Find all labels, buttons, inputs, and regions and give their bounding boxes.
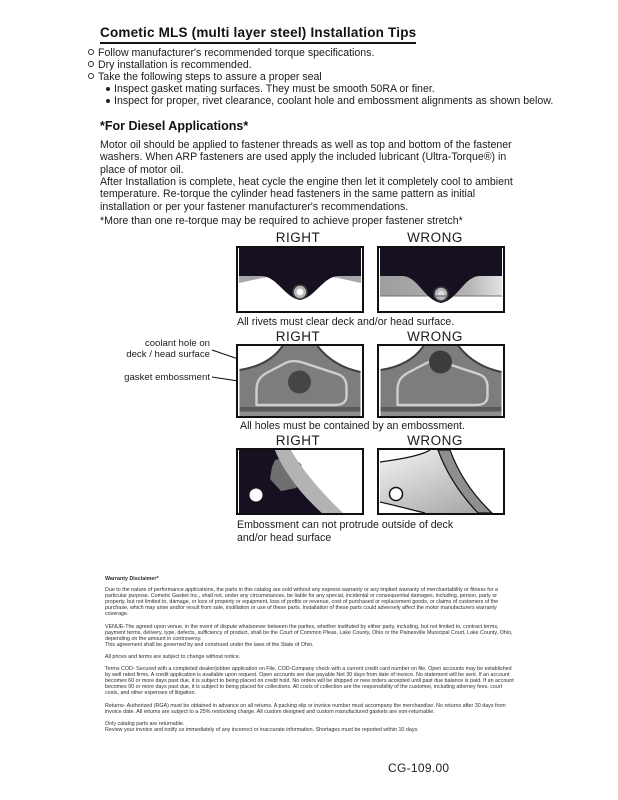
embossment-right-diagram bbox=[236, 448, 364, 515]
embossment-wrong-diagram bbox=[377, 448, 505, 515]
retorque-note: *More than one re-torque may be required to achieve proper fastener stretch* bbox=[100, 214, 463, 227]
venue-paragraph: VENUE-The agreed upon venue, in the event of dispute whatsoever between the parties, whether instituted by either party, including, but not limited to, contract terms, payment terms, delivery, type, defects, sufficiency of product, shall be the Court of Common Pleas, Lake County, Ohio or the Painesville Municipal Court, Lake County, Ohio, depending on the amount in controversy. bbox=[105, 623, 513, 642]
wrong-label: WRONG bbox=[407, 230, 463, 245]
rivet-wrong-diagram bbox=[377, 246, 505, 313]
rivet-clear-illustration bbox=[238, 248, 362, 311]
review-invoice-line: Review your invoice and notify us immediately of any incorrect or inaccurate information. Shortages must be reported within 10 days. bbox=[105, 726, 419, 733]
returns-paragraph: Returns- Authorized (RGA) must be obtained in advance on all returns. A packing slip or invoice number must accompany the merchandise. No returns after 30 days from invoice date. All returns are subject to a 25% restocking charge. All custom designed and custom manufactured gaskets are non-returnable. bbox=[105, 702, 506, 715]
embossment-protruding-illustration bbox=[379, 450, 503, 513]
right-label: RIGHT bbox=[275, 329, 321, 344]
row3-caption bbox=[237, 519, 453, 544]
diesel-paragraph-2: After Installation is complete, heat cycle the engine then let it completely cool to ambient temperature. Re-torque the cylinder head fasteners in the same pattern as initial installation or per your fastener manufacturer's recommendations. bbox=[100, 175, 513, 214]
callout-line: coolant hole on bbox=[144, 338, 210, 349]
dot-bullet-icon bbox=[106, 87, 110, 91]
circle-bullet-icon bbox=[88, 73, 94, 79]
wrong-label: WRONG bbox=[407, 433, 463, 448]
row3-labels bbox=[236, 433, 497, 448]
right-label: RIGHT bbox=[275, 230, 321, 245]
row1-panels bbox=[236, 246, 505, 313]
right-label: RIGHT bbox=[275, 433, 321, 448]
warranty-paragraph: Due to the nature of performance applications, the parts in this catalog are sold without any express warranty or any implied warranty of merchantability or fitness for a particular purpose. Cometic Gasket Inc., shall not, under any circumstances, be liable for any special, incidental or consequential damages, including, person, party or property, but not limited to, damage, or loss of property or equipment, loss of profits or revenue, cost of purchased or replacement goods, or claims of customers of the purchase, which may arise and/or result from sale, instillation or use of these parts. Installation of these parts could adversely affect the motor manufacturers warranty coverage. bbox=[105, 587, 499, 618]
page-title: Cometic MLS (multi layer steel) Installation Tips bbox=[100, 25, 416, 44]
dot-bullet-icon bbox=[106, 99, 110, 103]
diesel-paragraph-1: Motor oil should be applied to fastener threads as well as top and bottom of the fastener washers. When ARP fasteners are used apply the included lubricant (Ultra-Torque®) in place of motor oil. bbox=[100, 138, 512, 177]
coolant-hole-callout bbox=[105, 338, 210, 360]
rivet-interference-illustration bbox=[379, 248, 503, 311]
row2-caption: All holes must be contained by an embossment. bbox=[240, 420, 465, 432]
bullet-item bbox=[88, 59, 252, 71]
circle-bullet-icon bbox=[88, 61, 94, 67]
bullet-item bbox=[88, 47, 374, 59]
prices-line: All prices and terms are subject to change without notice. bbox=[105, 653, 241, 660]
caption-line: and/or head surface bbox=[237, 531, 332, 544]
hole-contained-right-diagram bbox=[236, 344, 364, 418]
row1-labels bbox=[236, 230, 497, 245]
sub-bullet-item bbox=[106, 83, 435, 95]
legal-block bbox=[105, 576, 517, 733]
bullet-text: Follow manufacturer's recommended torque specifications. bbox=[98, 47, 375, 59]
catalog-returnable-line: Only catalog parts are returnable. bbox=[105, 720, 185, 727]
page-number: CG-109.00 bbox=[388, 761, 450, 775]
callout-line: gasket embossment bbox=[124, 372, 210, 383]
terms-paragraph: Terms COD- Secured with a completed dealer/jobber application on File, COD-Company check with a current credit card number on file. Open accounts may be established by well rated firms. A credit application is available upon request. Open accounts are due payable Net 30 days from date of invoice. No statement will be sent. If an account becomes 60 or more days past due, it is subject to being placed on credit hold. No orders will be shipped or new orders accepted until past due balance is paid. If an account becomes 90 or more days past due, it is subject to being placed for collections. All costs of collection are the responsibility of the customer, including attorney fees, court costs, and other expenses of litigation. bbox=[105, 666, 514, 697]
row1-caption: All rivets must clear deck and/or head surface. bbox=[237, 316, 455, 328]
sub-bullet-item bbox=[106, 95, 553, 107]
embossment-inside-deck-illustration bbox=[238, 450, 362, 513]
warranty-disclaimer-heading: Warranty Disclaimer* bbox=[105, 576, 159, 582]
hole-inside-embossment-illustration bbox=[238, 346, 362, 416]
rivet-right-diagram bbox=[236, 246, 364, 313]
bullet-item bbox=[88, 71, 322, 83]
diesel-heading: *For Diesel Applications* bbox=[100, 119, 249, 133]
sub-bullet-text: Inspect for proper, rivet clearance, coolant hole and embossment alignments as shown below. bbox=[114, 95, 554, 107]
governing-law-line: This agreement shall be governed by and construed under the laws of the State of Ohio. bbox=[105, 641, 314, 648]
row2-panels bbox=[236, 344, 505, 418]
hole-contained-wrong-diagram bbox=[377, 344, 505, 418]
bullet-text: Take the following steps to assure a proper seal bbox=[98, 71, 322, 83]
gasket-embossment-callout bbox=[105, 372, 210, 383]
sub-bullet-text: Inspect gasket mating surfaces. They must be smooth 50RA or finer. bbox=[114, 83, 435, 95]
bullet-text: Dry installation is recommended. bbox=[98, 59, 252, 71]
hole-outside-embossment-illustration bbox=[379, 346, 503, 416]
caption-line: Embossment can not protrude outside of deck bbox=[237, 519, 454, 531]
circle-bullet-icon bbox=[88, 49, 94, 55]
callout-line: deck / head surface bbox=[126, 349, 210, 360]
row2-labels bbox=[236, 329, 497, 344]
wrong-label: WRONG bbox=[407, 329, 463, 344]
row3-panels bbox=[236, 448, 505, 515]
